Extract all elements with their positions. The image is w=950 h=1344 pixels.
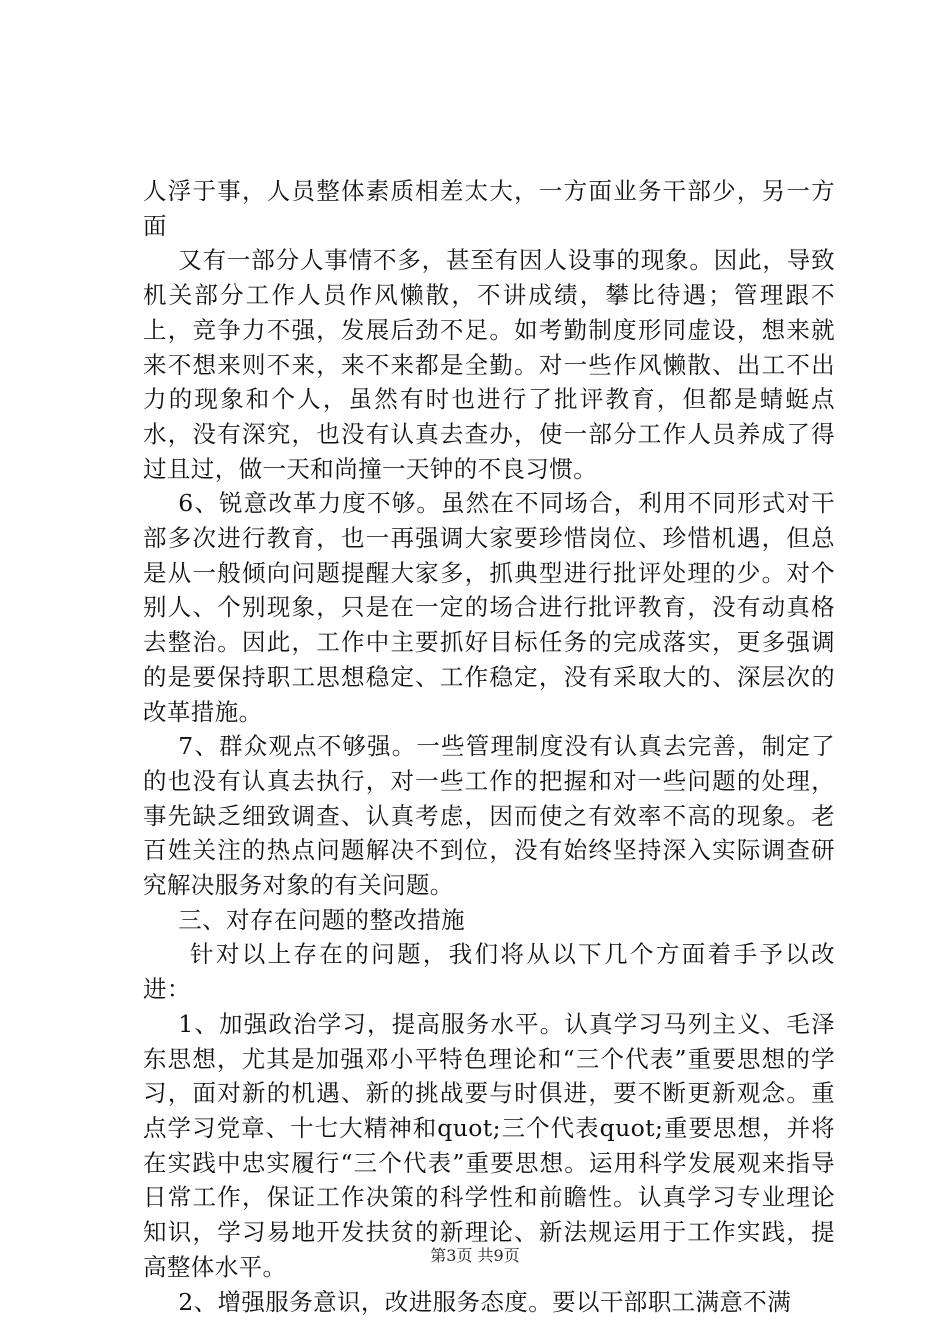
document-body [143, 174, 835, 1319]
paragraph-measure-2: 2、增强服务意识，改进服务态度。要以干部职工满意不满 [178, 1287, 792, 1316]
paragraph-item-7: 7、群众观点不够强。一些管理制度没有认真去完善，制定了的也没有认真去执行，对一些工作的把握和对一些问题的处理，事先缺乏细致调查、认真考虑，因而使之有效率不高的现象。老百姓关注的热点问题解决不到位，没有始终坚持深入实际调查研究解决服务对象的有关问题。 [143, 732, 835, 900]
paragraph-measure-1: 1、加强政治学习，提高服务水平。认真学习马列主义、毛泽东思想，尤其是加强邓小平特色理论和“三个代表”重要思想的学习，面对新的机遇、新的挑战要与时俱进，要不断更新观念。重点学习党章、十七大精神和quot;三个代表quot;重要思想，并将在实践中忠实履行“三个代表”重要思想。运用科学发展观来指导日常工作，保证工作决策的科学性和前瞻性。认真学习专业理论知识，学习易地开发扶贫的新理论、新法规运用于工作实践，提高整体水平。 [143, 1009, 835, 1281]
page-number-footer: 第3页 共9页 [430, 1246, 520, 1265]
section-heading: 三、对存在问题的整改措施 [178, 905, 466, 934]
paragraph-intro: 针对以上存在的问题，我们将从以下几个方面着手予以改进： [143, 940, 835, 1004]
paragraph: 又有一部分人事情不多，甚至有因人设事的现象。因此，导致机关部分工作人员作风懒散，不讲成绩，攀比待遇；管理跟不上，竞争力不强，发展后劲不足。如考勤制度形同虚设，想来就来不想来则不来，来不来都是全勤。对一些作风懒散、出工不出力的现象和个人，虽然有时也进行了批评教育，但都是蜻蜓点水，没有深究，也没有认真去查办，使一部分工作人员养成了得过且过，做一天和尚撞一天钟的不良习惯。 [143, 246, 835, 483]
paragraph-item-6: 6、锐意改革力度不够。虽然在不同场合，利用不同形式对干部多次进行教育，也一再强调大家要珍惜岗位、珍惜机遇，但总是从一般倾向问题提醒大家多，抓典型进行批评处理的少。对个别人、个别现象，只是在一定的场合进行批评教育，没有动真格去整治。因此，工作中主要抓好目标任务的完成落实，更多强调的是要保持职工思想稳定、工作稳定，没有采取大的、深层次的改革措施。 [143, 489, 835, 726]
paragraph-continuation: 人浮于事，人员整体素质相差太大，一方面业务干部少，另一方面 [143, 177, 835, 240]
